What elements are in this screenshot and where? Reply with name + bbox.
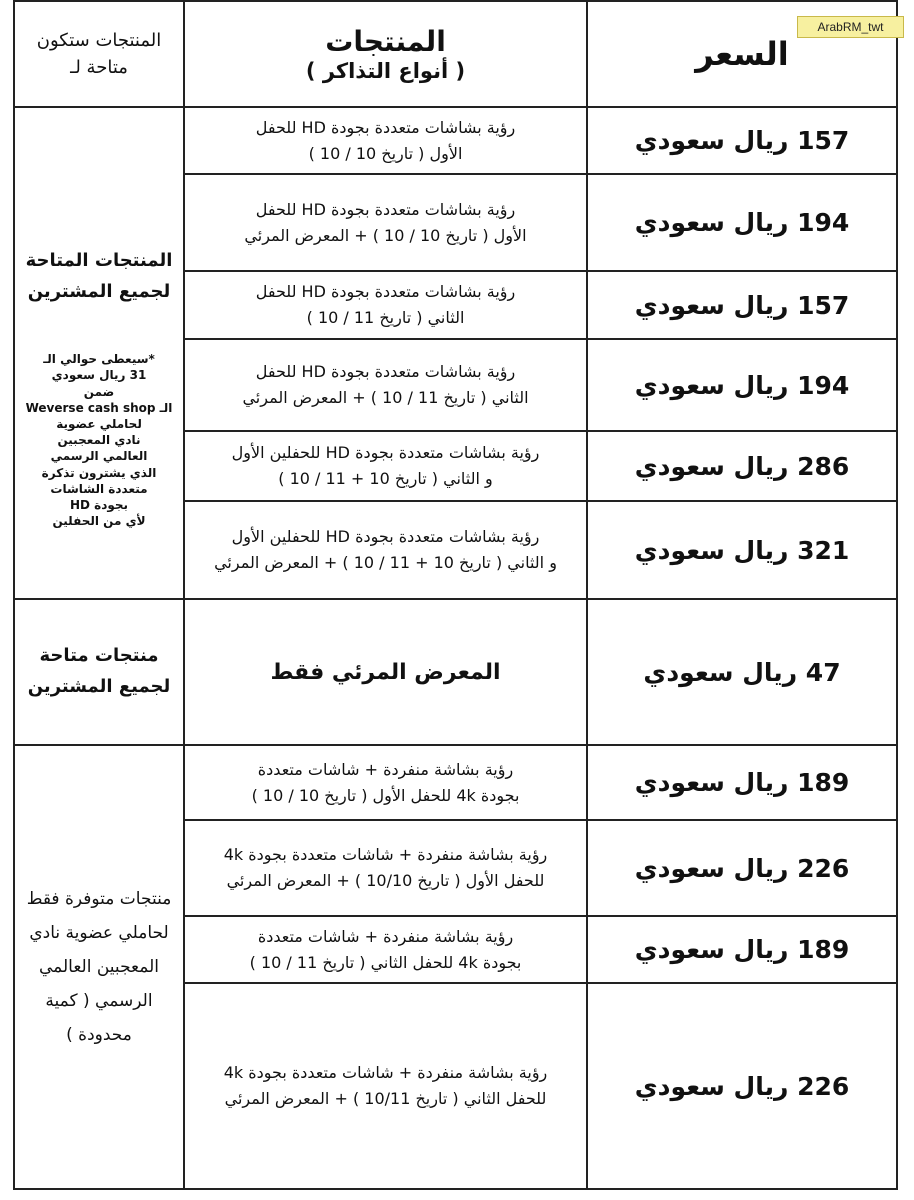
product-cell: رؤية بشاشة منفردة + شاشات متعددة بجودة 4k للحفل الأول ( تاريخ 10 / 10 ) (251, 759, 520, 805)
product-cell: رؤية بشاشات متعددة بجودة HD للحفل الثاني ( تاريخ 11 / 10 ) + المعرض المرئي (242, 362, 529, 407)
product-cell: رؤية بشاشة منفردة + شاشات متعددة بجودة 4k للحفل الثاني ( تاريخ 11 / 10 ) (249, 926, 522, 972)
price-cell: 286 ريال سعودي (634, 451, 850, 481)
price-cell: 194 ريال سعودي (634, 208, 850, 237)
price-cell: 226 ريال سعودي (634, 853, 850, 883)
price-cell: 321 ريال سعودي (634, 535, 850, 565)
header-products-subtitle: ( أنواع التذاكر ) (305, 58, 466, 83)
header-price: السعر (695, 35, 789, 73)
category-cell (15, 108, 183, 598)
price-cell: 157 ريال سعودي (634, 290, 850, 320)
product-cell: رؤية بشاشات متعددة بجودة HD للحفلين الأول و الثاني ( تاريخ 10 + 11 / 10 ) (231, 443, 540, 488)
price-cell: 189 ريال سعودي (634, 768, 850, 797)
category-label: منتجات متاحة لجميع المشترين (27, 645, 171, 697)
header-products (185, 2, 586, 106)
price-cell: 47 ريال سعودي (643, 657, 841, 687)
product-cell: رؤية بشاشات متعددة بجودة HD للحفل الثاني ( تاريخ 11 / 10 ) (255, 282, 516, 327)
category-note: *سيعطى حوالي الـ 31 ريال سعودي ضمن الـ Weverse cash shop لحاملي عضوية نادي المعجبين العالمي الرسمي الذي يشترون تذكرة متعددة الشاشات بجودة HD لأي من الحفلين (25, 352, 173, 529)
category-label: منتجات متوفرة فقط لحاملي عضوية نادي المعجبين العالمي الرسمي ( كمية محدودة ) (26, 889, 172, 1045)
table-border-right (896, 0, 898, 1190)
category-label: المنتجات المتاحة لجميع المشترين (25, 250, 173, 302)
watermark-badge: ArabRM_twt (797, 16, 904, 38)
price-cell: 157 ريال سعودي (634, 126, 850, 155)
price-cell: 189 ريال سعودي (634, 935, 850, 964)
product-cell: رؤية بشاشة منفردة + شاشات متعددة بجودة 4k للحفل الأول ( تاريخ 10/10 ) + المعرض المرئي (223, 845, 548, 890)
product-cell: رؤية بشاشات متعددة بجودة HD للحفل الأول ( تاريخ 10 / 10 ) (255, 117, 516, 163)
product-cell: المعرض المرئي فقط (270, 659, 501, 685)
price-cell: 226 ريال سعودي (634, 1071, 850, 1101)
price-cell: 194 ريال سعودي (634, 370, 850, 400)
product-cell: رؤية بشاشات متعددة بجودة HD للحفلين الأول و الثاني ( تاريخ 10 + 11 / 10 ) + المعرض المرئي (214, 527, 557, 572)
table-border-bottom (13, 1188, 898, 1190)
product-cell: رؤية بشاشات متعددة بجودة HD للحفل الأول ( تاريخ 10 / 10 ) + المعرض المرئي (244, 199, 527, 245)
header-availability: المنتجات ستكون متاحة لـ (36, 30, 162, 78)
header-products-title: المنتجات (325, 25, 446, 59)
product-cell: رؤية بشاشة منفردة + شاشات متعددة بجودة 4k للحفل الثاني ( تاريخ 10/11 ) + المعرض المرئي (223, 1063, 548, 1108)
